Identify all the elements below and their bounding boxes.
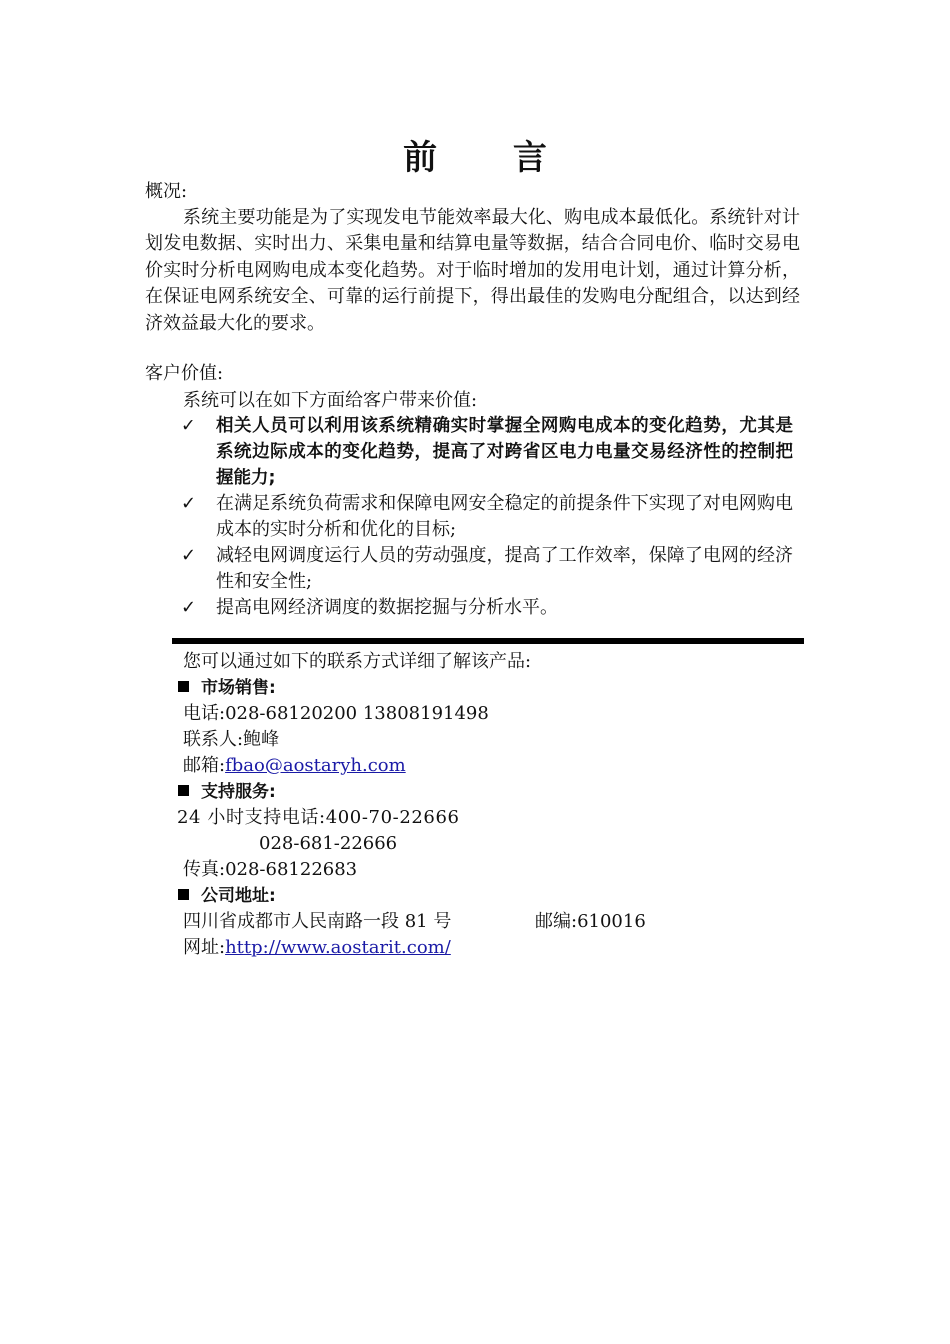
support-heading <box>178 779 276 805</box>
phone-label: 电话: <box>183 703 226 724</box>
value-item <box>181 543 793 595</box>
sales-heading <box>178 675 276 701</box>
hotline-label: 24 小时支持电话: <box>177 807 326 828</box>
support-heading-label: 支持服务: <box>201 782 276 802</box>
fax-value: 028-68122683 <box>225 859 358 880</box>
check-icon: ✓ <box>181 493 197 514</box>
page-title: 前 言 <box>403 138 579 178</box>
value-item-text: 减轻电网调度运行人员的劳动强度，提高了工作效率，保障了电网的经济性和安全性; <box>216 545 793 592</box>
sales-heading-label: 市场销售: <box>201 678 276 698</box>
value-item-text: 提高电网经济调度的数据挖掘与分析水平。 <box>216 597 558 618</box>
square-bullet-icon <box>178 681 189 692</box>
sales-email <box>183 753 406 779</box>
contact-intro: 您可以通过如下的联系方式详细了解该产品: <box>183 651 532 672</box>
value-item <box>181 491 793 543</box>
postcode-value: 610016 <box>577 911 646 932</box>
postcode-label: 邮编: <box>535 911 578 932</box>
support-hotline <box>177 805 460 831</box>
value-item <box>181 413 793 491</box>
sales-person <box>183 727 279 753</box>
phone-value: 028-68120200 13808191498 <box>225 703 489 724</box>
email-link[interactable]: fbao@aostaryh.com <box>225 755 406 776</box>
check-icon: ✓ <box>181 545 197 566</box>
check-icon: ✓ <box>181 597 197 618</box>
check-icon: ✓ <box>181 416 196 436</box>
value-intro: 系统可以在如下方面给客户带来价值: <box>183 390 478 411</box>
divider <box>172 638 804 644</box>
website-label: 网址: <box>183 937 226 958</box>
overview-paragraph: 系统主要功能是为了实现发电节能效率最大化、购电成本最低化。系统针对计划发电数据、实时出力、采集电量和结算电量等数据，结合合同电价、临时交易电价实时分析电网购电成本变化趋势。对于临时增加的发用电计划，通过计算分析，在保证电网系统安全、可靠的运行前提下，得出最佳的发购电分配组合，以达到经济效益最大化的要求。 <box>145 207 800 334</box>
website-link[interactable]: http://www.aostarit.com/ <box>225 937 451 958</box>
fax-label: 传真: <box>183 859 226 880</box>
value-item-text: 相关人员可以利用该系统精确实时掌握全网购电成本的变化趋势，尤其是系统边际成本的变化趋势，提高了对跨省区电力电量交易经济性的控制把握能力; <box>216 416 793 488</box>
postcode <box>535 909 646 935</box>
value-heading: 客户价值: <box>145 363 224 384</box>
address-heading-label: 公司地址: <box>201 886 276 906</box>
value-item-text: 在满足系统负荷需求和保障电网安全稳定的前提条件下实现了对电网购电成本的实时分析和优化的目标; <box>216 493 793 540</box>
sales-phone <box>183 701 489 727</box>
company-address: 四川省成都市人民南路一段 81 号 <box>183 911 452 932</box>
person-label: 联系人: <box>183 729 244 750</box>
website <box>183 935 451 961</box>
overview-heading: 概况: <box>145 181 188 202</box>
value-item <box>181 595 793 621</box>
square-bullet-icon <box>178 889 189 900</box>
address-heading <box>178 883 276 909</box>
support-hotline-2: 028-681-22666 <box>259 833 398 854</box>
square-bullet-icon <box>178 785 189 796</box>
hotline-value: 400-70-22666 <box>325 807 460 828</box>
email-label: 邮箱: <box>183 755 226 776</box>
support-fax <box>183 857 357 883</box>
person-value: 鲍峰 <box>243 729 280 750</box>
